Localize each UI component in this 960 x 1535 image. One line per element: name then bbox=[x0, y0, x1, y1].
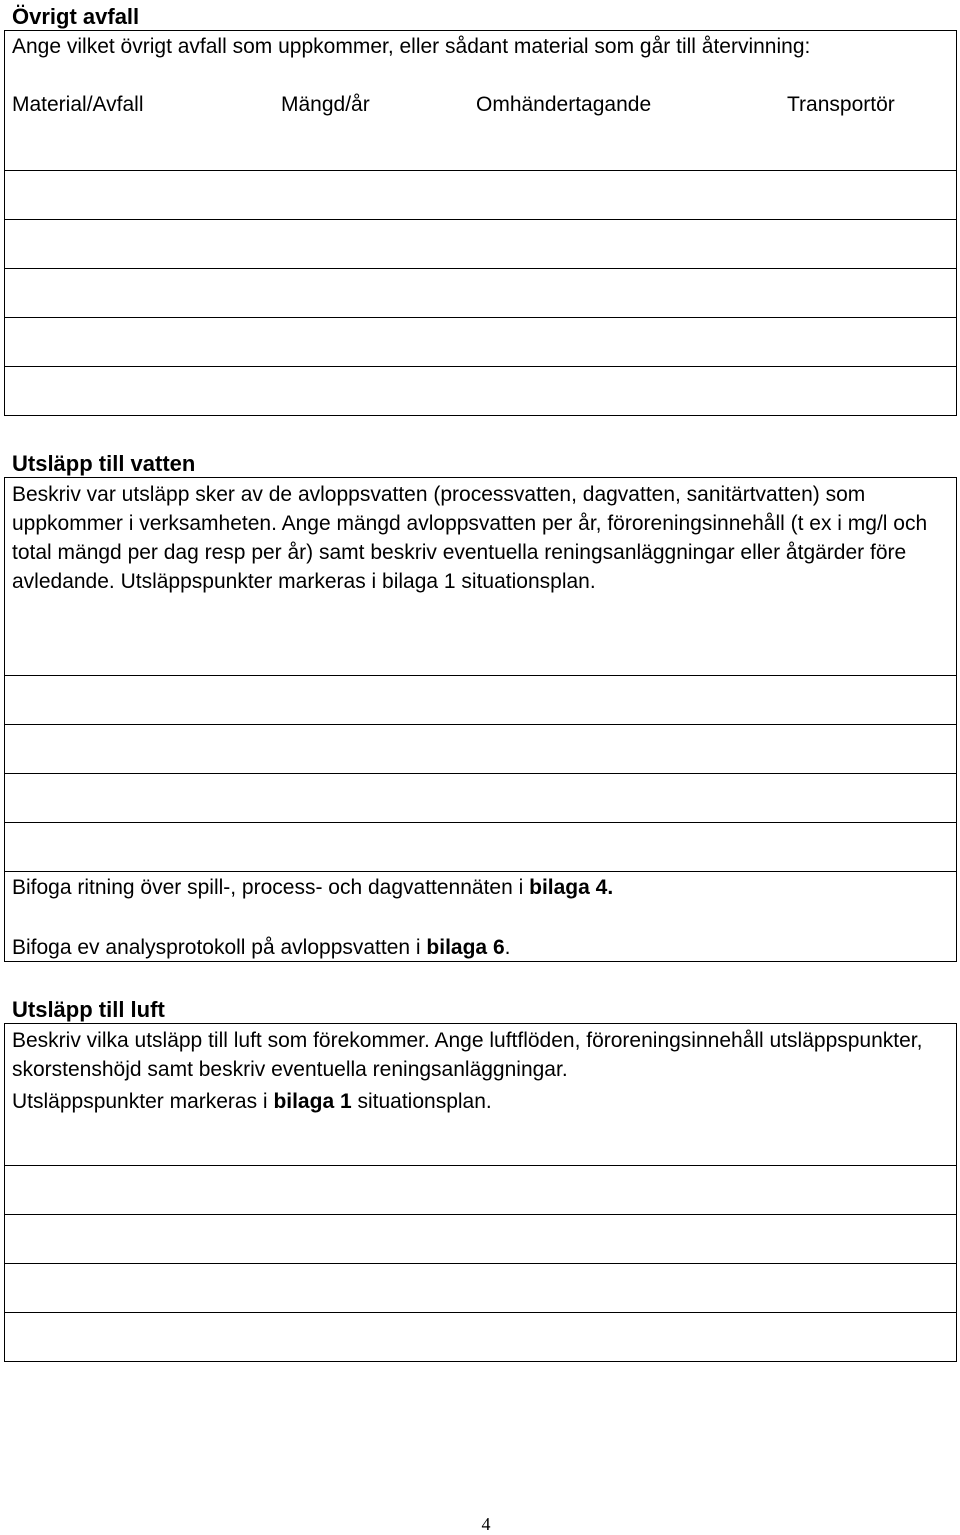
note-tail: . bbox=[504, 936, 511, 959]
attachment-note-bilaga-6 bbox=[12, 933, 510, 962]
answer-line[interactable] bbox=[4, 675, 957, 676]
answer-line[interactable] bbox=[4, 1263, 957, 1264]
answer-line[interactable] bbox=[4, 1165, 957, 1166]
answer-line[interactable] bbox=[4, 1312, 957, 1313]
ovrigt-avfall-instruction: Ange vilket övrigt avfall som uppkommer, eller sådant material som går till återvinning: bbox=[12, 35, 811, 58]
column-header-material: Material/Avfall bbox=[12, 93, 144, 116]
table-row[interactable] bbox=[4, 268, 957, 269]
note-text: Bifoga ritning över spill-, process- och dagvattennäten i bbox=[12, 876, 530, 899]
table-row[interactable] bbox=[4, 170, 957, 171]
table-row[interactable] bbox=[4, 219, 957, 220]
note-text: Utsläppspunkter markeras i bbox=[12, 1090, 274, 1113]
column-header-transportor: Transportör bbox=[787, 93, 895, 116]
column-header-omhandertagande: Omhändertagande bbox=[476, 93, 652, 116]
page-number: 4 bbox=[481, 1514, 491, 1534]
answer-line[interactable] bbox=[4, 773, 957, 774]
section-heading-ovrigt-avfall: Övrigt avfall bbox=[12, 4, 140, 29]
utslapp-luft-instruction: Beskriv vilka utsläpp till luft som förekommer. Ange luftflöden, föroreningsinnehåll utsläppspunkter, skorstenshöjd samt beskriv eventuella reningsanläggningar. bbox=[12, 1029, 923, 1081]
section-heading-utslapp-luft: Utsläpp till luft bbox=[12, 997, 165, 1022]
note-text: Bifoga ev analysprotokoll på avloppsvatten i bbox=[12, 936, 427, 959]
utslapp-vatten-instruction: Beskriv var utsläpp sker av de avloppsvatten (processvatten, dagvatten, sanitärtvatten) som uppkommer i verksamheten. Ange mängd avloppsvatten per år, föroreningsinnehåll (t ex i mg/l och total mängd per dag resp per år) samt beskriv eventuella reningsanläggningar eller åtgärder före avledande. Utsläppspunkter markeras i bilaga 1 situationsplan. bbox=[12, 483, 928, 593]
ovrigt-avfall-table bbox=[4, 30, 957, 416]
answer-line[interactable] bbox=[4, 822, 957, 823]
answer-line[interactable] bbox=[4, 1214, 957, 1215]
column-header-mangd: Mängd/år bbox=[281, 93, 370, 116]
answer-line[interactable] bbox=[4, 724, 957, 725]
answer-line[interactable] bbox=[4, 871, 957, 872]
attachment-note-bilaga-4 bbox=[12, 873, 613, 902]
note-tail: situationsplan. bbox=[351, 1090, 492, 1113]
note-bold: bilaga 1 bbox=[273, 1090, 352, 1113]
table-row[interactable] bbox=[4, 317, 957, 318]
utslapp-luft-situationsplan bbox=[12, 1087, 492, 1116]
note-bold: bilaga 4. bbox=[529, 876, 614, 899]
table-row[interactable] bbox=[4, 366, 957, 367]
section-heading-utslapp-vatten: Utsläpp till vatten bbox=[12, 451, 196, 476]
note-bold: bilaga 6 bbox=[426, 936, 505, 959]
